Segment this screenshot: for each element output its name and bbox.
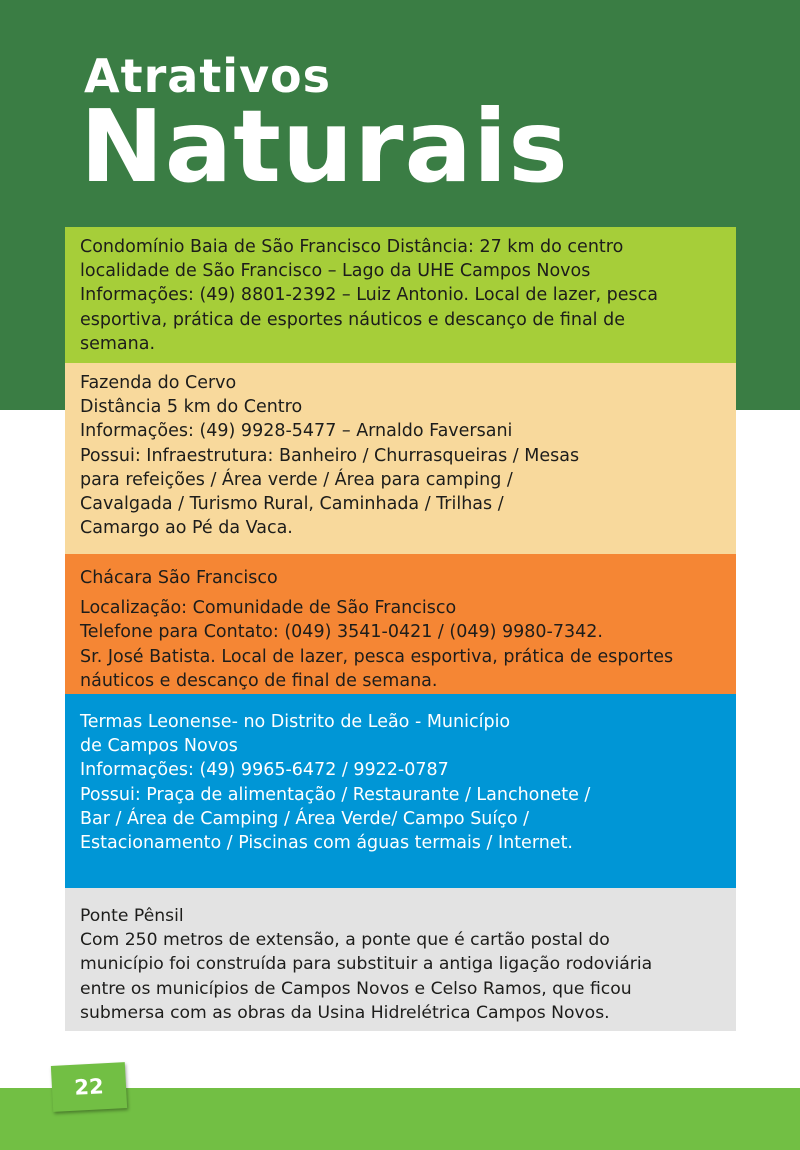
section-text-line: Com 250 metros de extensão, a ponte que é cartão postal do (80, 930, 610, 951)
section-termas-leonense (65, 694, 736, 888)
section-text-line: Camargo ao Pé da Vaca. (80, 518, 293, 539)
section-text-line: Possui: Infraestrutura: Banheiro / Churrasqueiras / Mesas (80, 445, 580, 466)
section-heading: Chácara São Francisco (80, 568, 278, 588)
page-title-line1: Atrativos (84, 49, 332, 103)
section-heading: Termas Leonense- no Distrito de Leão - Município (80, 712, 511, 732)
section-fazenda-do-cervo (65, 363, 736, 554)
section-ponte-pensil (65, 888, 736, 1031)
section-text-line: município foi construída para substituir a antiga ligação rodoviária (80, 954, 653, 975)
section-text-line: de Campos Novos (80, 736, 238, 757)
page-title-line2: Naturais (80, 88, 569, 205)
page-number: 22 (73, 1074, 105, 1100)
section-text-line: Condomínio Baia de São Francisco Distância: 27 km do centro (80, 237, 624, 257)
section-text-line: esportiva, prática de esportes náuticos e descanço de final de (80, 309, 625, 330)
section-condominio-baia (65, 227, 736, 363)
section-text-line: Estacionamento / Piscinas com águas termais / Internet. (80, 833, 573, 854)
section-text-line: Informações: (49) 9965-6472 / 9922-0787 (80, 760, 449, 781)
section-text-line: Possui: Praça de alimentação / Restaurante / Lanchonete / (80, 784, 591, 805)
section-text-line: submersa com as obras da Usina Hidrelétrica Campos Novos. (80, 1002, 610, 1023)
section-text-line: Localização: Comunidade de São Francisco (80, 598, 457, 619)
section-text-line: semana. (80, 333, 156, 354)
section-text-line: Distância 5 km do Centro (80, 397, 303, 418)
section-heading: Fazenda do Cervo (80, 373, 237, 393)
section-text-line: Informações: (49) 8801-2392 – Luiz Antonio. Local de lazer, pesca (80, 285, 659, 306)
section-text-line: Bar / Área de Camping / Área Verde/ Campo Suíço / (80, 808, 530, 829)
section-text-line: para refeições / Área verde / Área para camping / (80, 469, 513, 490)
section-text-line: Telefone para Contato: (049) 3541-0421 / (049) 9980-7342. (80, 622, 603, 643)
section-heading: Ponte Pênsil (80, 906, 184, 926)
section-text-line: entre os municípios de Campos Novos e Celso Ramos, que ficou (80, 978, 632, 999)
section-text-line: Cavalgada / Turismo Rural, Caminhada / Trilhas / (80, 494, 504, 515)
section-text-line: náuticos e descanço de final de semana. (80, 670, 438, 691)
section-text-line: localidade de São Francisco – Lago da UHE Campos Novos (80, 261, 591, 282)
section-text-line: Sr. José Batista. Local de lazer, pesca esportiva, prática de esportes (80, 646, 674, 667)
section-chacara-sao-francisco (65, 554, 736, 694)
section-text-line: Informações: (49) 9928-5477 – Arnaldo Faversani (80, 421, 513, 442)
